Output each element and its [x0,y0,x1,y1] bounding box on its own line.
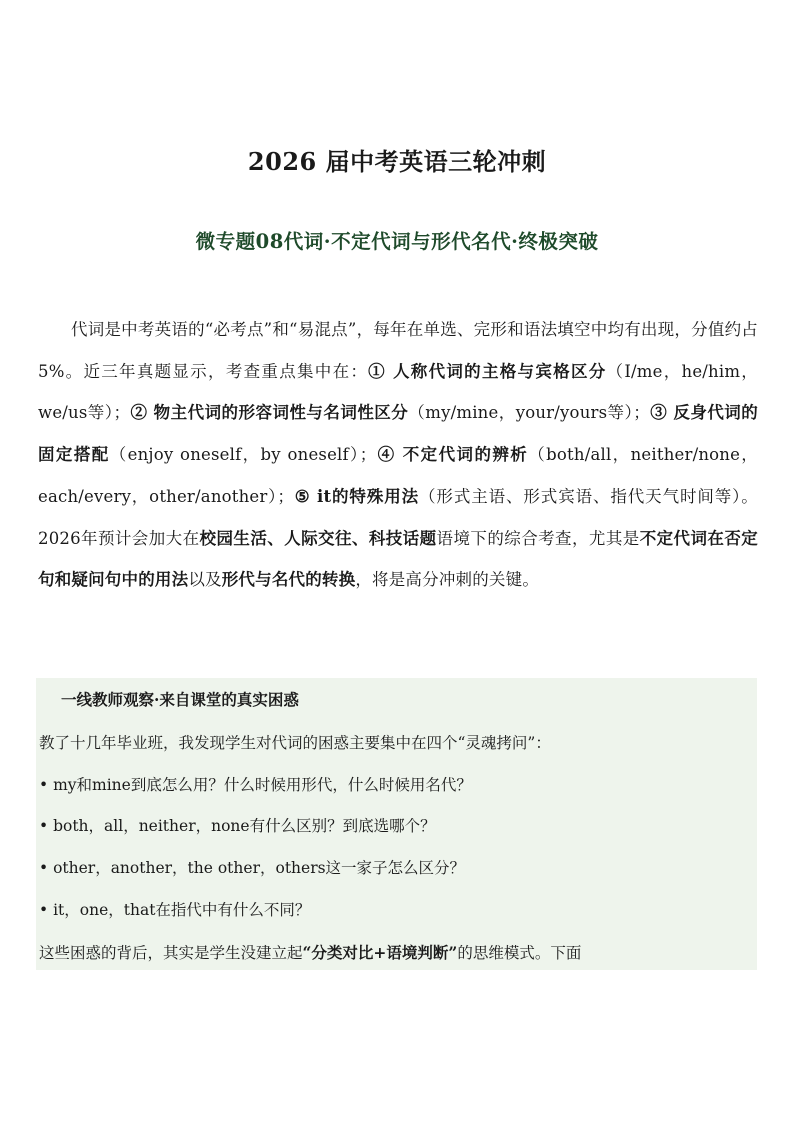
point-4-text: （both/all，neither/none，each/every，other/another）； [38,445,759,506]
question-bullet-3: • other，another，the other，others这一家子怎么区分？ [39,859,466,878]
intro-text-2: 语境下的综合考查，尤其是 [436,528,640,548]
teacher-observation-closing [39,932,757,975]
point-3-bold: ③ 反身代词的固定搭配 [38,403,758,465]
intro-text-3: 以及 [188,570,222,590]
indefinite-usage-bold: 不定代词在否定句和疑问句中的用法 [38,528,758,590]
closing-text-1: 这些困惑的背后，其实是学生没建立起 [39,943,303,962]
document-title: 2026 届中考英语三轮冲刺 [247,147,547,176]
question-bullet-1: • my和mine到底怎么用？什么时候用形代，什么时候用名代？ [39,775,472,794]
point-4-bold: ④ 不定代词的辨析 [376,445,529,465]
point-1-bold: ① 人称代词的主格与宾格区分 [368,361,607,381]
question-bullet-4: • it，one，that在指代中有什么不同？ [39,900,311,919]
teacher-observation-box [36,678,757,970]
question-bullet-2: • both，all，neither，none有什么区别？到底选哪个？ [39,817,436,836]
context-topics-bold: 校园生活、人际交往、科技话题 [199,528,437,548]
point-3-text: （enjoy oneself，by oneself）； [109,445,377,465]
point-2-bold: ② 物主代词的形容词性与名词性区分 [130,403,409,423]
teacher-observation-content [39,686,757,974]
pronoun-conversion-bold: 形代与名代的转换 [221,570,356,590]
intro-text-4: ，将是高分冲刺的关键。 [355,570,540,590]
closing-bold: “分类对比+语境判断” [302,942,458,962]
intro-text: 代词是中考英语的“必考点”和“易混点”，每年在单选、完形和语法填空中均有出现，分值约占5%。近三年真题显示，考查重点集中在： [38,320,758,381]
document-subtitle: 微专题08代词·不定代词与形代名代·终极突破 [195,230,599,253]
point-1-text: （I/me，he/him，we/us等）； [38,361,758,423]
teacher-observation-lead: 教了十几年毕业班，我发现学生对代词的困惑主要集中在四个“灵魂拷问”： [39,734,551,752]
point-5-text: （形式主语、形式宾语、指代天气时间等）。2026年预计会加大在 [38,486,759,548]
point-5-bold: ⑤ it的特殊用法 [294,486,420,506]
teacher-observation-heading: 一线教师观察·来自课堂的真实困惑 [61,690,299,709]
closing-text-2: 的思维模式。下面 [457,943,582,962]
intro-paragraph [38,309,758,601]
point-2-text: （my/mine，your/yours等）； [408,403,650,423]
